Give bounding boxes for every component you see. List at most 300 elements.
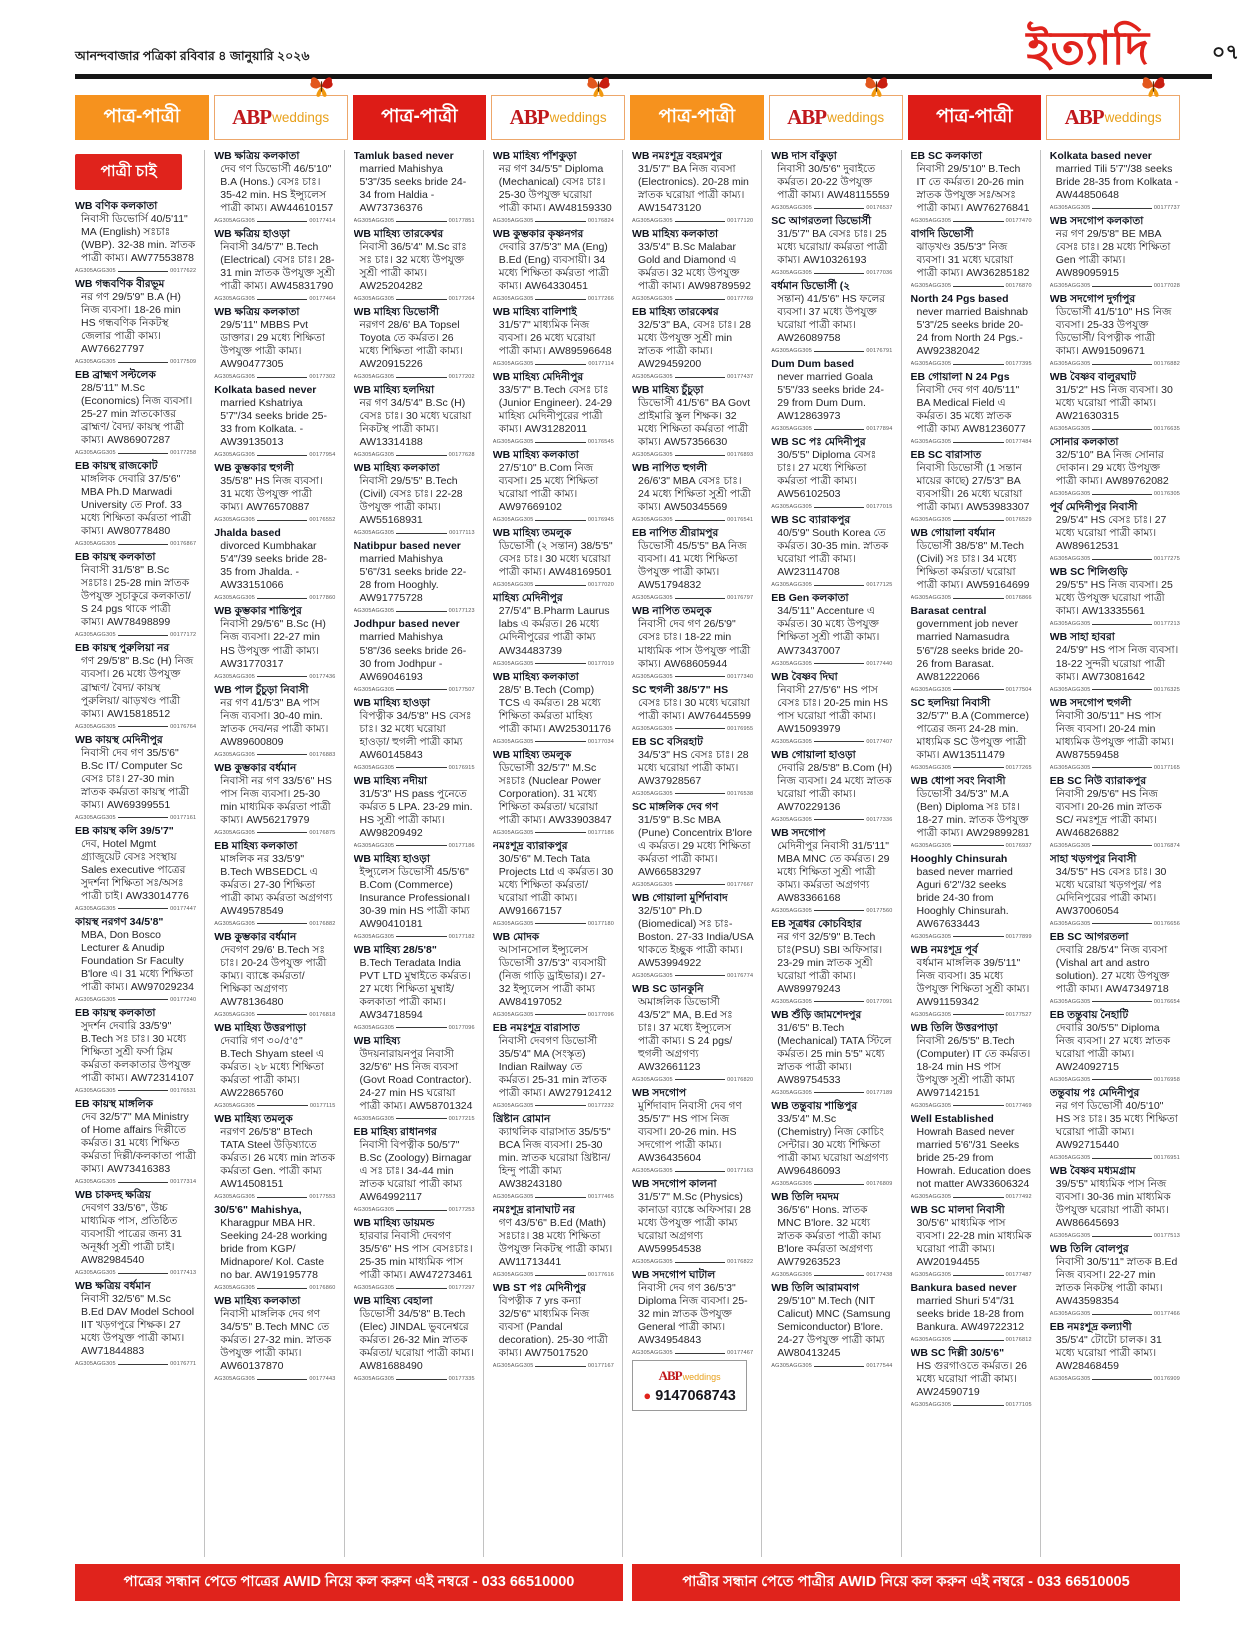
ad-ref-number: 00176531 [170,1087,197,1094]
ad-body: উদয়নারায়নপুর নিবাসী 32/5'6" HS নিজ ব্যবসা (Govt Road Contractor). 24-27 min HS ঘরোয়া পাত্রী কাম্য। AW58701324 [359,1047,473,1112]
ad-heading: SC মাঙ্গলিক দেব গণ [632,800,719,813]
ad-body: দেব, Hotel Mgmt গ্র্যাজুয়েট বেসঃ সংস্থায় Sales executive পাত্রের সুদর্শনা শিক্ষিতা সঃ/অসঃ পাত্রী চাই। AW33014776 [81,837,189,902]
ad-ref-number: 00177465 [587,1194,614,1201]
ad-body: 31/5'7" BA নিজ ব্যবসা (Electronics). 20-28 min স্নাতক ঘরোয়া পাত্রী কাম্য। AW15473120 [638,163,749,215]
ad-agency-code: AG305AGG305 [214,751,255,758]
ad-body: অমাঙ্গলিক ডিভোর্সী 43/5'2" MA, B.Ed সঃ চাঃ। 37 মধ্যে ইন্স্যুলেস পাত্রী কাম্য। S 24 pgs/হুগলী অগ্রগণ্য AW32661123 [638,995,733,1073]
ad-separator [493,1363,614,1369]
ad-separator [493,218,614,224]
ad-agency-code: AG305AGG305 [214,1194,255,1201]
ad-ref-number: 00177447 [170,905,197,912]
separator-line [675,520,725,521]
ad-listing [1050,1243,1180,1317]
separator-line [118,1090,168,1091]
ad-listing [493,1113,614,1200]
separator-line [118,908,168,909]
ad-listing [911,1347,1032,1408]
ad-separator [354,1025,475,1031]
ad-agency-code: AG305AGG305 [1049,556,1091,563]
ad-body: বেসঃ চাঃ। 30 মধ্যে ঘরোয়া পাত্রী কাম্য। AW76445599 [638,696,751,722]
ad-ref-number: 00177036 [866,270,893,277]
ad-ref-number: 00177544 [866,1363,893,1370]
ad-ref-number: 00176893 [727,452,754,459]
ad-agency-code: AG305AGG305 [492,660,534,667]
separator-line [535,221,585,222]
ad-agency-code: AG305AGG305 [1049,1376,1091,1383]
ad-body: 29/5'4" HS বেসঃ চাঃ। 27 মধ্যে ঘরোয়া পাত্রী কাম্য। AW89612531 [1055,514,1167,553]
ad-heading: Jhalda based [214,527,281,540]
ad-body: 29/5'11" MBBS Pvt ডাক্তার। 29 মধ্যে শিক্ষিতা উপযুক্ত পাত্রী কাম্য। AW90477305 [220,319,325,371]
ad-listing [354,1126,475,1213]
ad-heading: WB SC দিল্লী 30/5'6" [910,1347,1005,1360]
ad-heading: WB মোদক [492,930,540,943]
ad-body: 33/5'4" B.Sc Malabar Gold and Diamond এ কর্মরত। 32 মধ্যে উপযুক্ত পাত্রী কাম্য। AW98789592 [638,241,751,293]
ad-listing [354,618,475,692]
separator-line [257,455,307,456]
ad-body: নিবাসী 29/5'6" HS নিজ ব্যবসা। 20-26 min স্নাতক SC/ নমঃশূদ্র পাত্রী কাম্য। AW46826882 [1055,787,1162,839]
ad-ref-number: 00176635 [1153,426,1180,433]
ad-agency-code: AG305AGG305 [492,738,534,745]
ad-heading: WB মাহিষ্য [353,1034,401,1047]
ad-body: 33/5'7" B.Tech বেসঃ চাঃ (Junior Engineer). 24-29 মাহিষ্য মেদিনীপুরের পাত্রী কাম্য। AW31282011 [498,384,612,436]
ad-agency-code: AG305AGG305 [214,374,255,381]
ad-listing [493,840,614,927]
ad-separator [75,1179,196,1185]
ad-agency-code: AG305AGG305 [492,1363,534,1370]
ad-agency-code: AG305AGG305 [632,1350,673,1357]
ad-heading: WB মাহিষ্য বেহালা [353,1295,433,1308]
ad-heading: WB বৈষ্ণব মধ্যমগ্রাম [1049,1165,1136,1177]
ad-body: ক্যাথলিক বারাসাত 35/5'5" BCA নিজ ব্যবসা। 25-30 min. স্নাতক ঘরোয়া খ্রিষ্টান/হিন্দু পাত্রী কাম্য AW38243180 [498,1125,611,1191]
separator-line [257,832,307,833]
ad-ref-number: 00177096 [448,1024,475,1031]
ad-listing [214,228,335,302]
ad-agency-code: AG305AGG305 [492,829,534,836]
ad-agency-code: AG305AGG305 [492,1194,534,1201]
ad-ref-number: 00176764 [170,723,197,730]
separator-line [1092,364,1151,365]
separator-line [814,429,864,430]
ad-body: সন্তান) 41/5'6" HS ফলের ব্যবসা। 37 মধ্যে উপযুক্ত ঘরোয়া পাত্রী কাম্য। AW26089758 [777,293,886,345]
ad-body: 31/5'7" মাধ্যমিক নিজ ব্যবসা। 26 মধ্যে ঘরোয়া পাত্রী কাম্য। AW89596648 [498,319,612,358]
ad-separator [75,815,196,821]
ad-listing [1050,697,1180,771]
separator-line [1092,767,1151,768]
ad-heading: WB সদগোপ কলকাতা [1049,215,1144,228]
ad-agency-code: AG305AGG305 [1049,764,1091,771]
separator-line [1092,559,1151,560]
separator-line [953,286,1003,287]
ad-ref-number: 00177560 [866,907,893,914]
ad-listing [632,983,753,1083]
ad-heading: WB তিলি দমদম [771,1191,839,1204]
ad-listing [493,306,614,367]
ad-heading: Well Established [910,1112,994,1125]
ad-body: গণ 29/5'8" B.Sc (H) নিজ ব্যবসা। 26 মধ্যে উপযুক্ত ব্রাহ্মণ/ বৈদ্য/ কায়স্থ পুরুলিয়া/ ঝাড়খণ্ড পাত্রী কাম্য। AW15818512 [81,655,194,720]
ad-heading: Natibpur based never [353,540,461,553]
ad-body: দেবারি 28/5'8" B.Com (H) নিজ ব্যবসা। 24 মধ্যে স্নাতক ঘরোয়া পাত্রী কাম্য। AW70229136 [777,761,893,813]
ad-heading: WB ক্ষত্রিয় কলকাতা [214,306,300,319]
ad-separator [911,218,1032,224]
separator-line [535,520,585,521]
ad-body: নিবাসী 27/5'6" HS পাস বেসঃ চাঃ। 20-25 min HS পাস ঘরোয়া পাত্রী কাম্য। AW15093979 [777,683,888,735]
ad-agency-code: AG305AGG305 [632,595,673,602]
ad-listing [632,527,753,601]
ad-listing [75,200,196,274]
ad-heading: WB ক্ষত্রিয় কলকাতা [214,150,300,162]
ad-body: বর্ধমান মাঙ্গলিক 39/5'11" নিজ ব্যবসা। 35 মধ্যে উপযুক্ত শিক্ষিতা সুশ্রী কাম্য। AW91159342 [916,956,1030,1008]
ad-ref-number: 00177202 [448,374,475,381]
ad-ref-number: 00177335 [448,1376,475,1383]
separator-line [535,923,585,924]
ad-separator [771,661,892,667]
separator-line [814,1092,864,1093]
separator-line [257,299,307,300]
ad-agency-code: AG305AGG305 [75,1179,116,1186]
ad-ref-number: 00177180 [587,920,614,927]
ad-separator [354,452,475,458]
separator-line [675,598,725,599]
ad-separator [1050,1077,1180,1083]
tab-abp-weddings [1046,95,1180,140]
ad-listing [911,449,1032,523]
ad-listing [1050,150,1180,211]
ad-separator [911,595,1032,601]
separator-line [535,741,585,742]
ad-ref-number: 00177436 [309,673,336,680]
tab-abp-weddings [769,95,903,140]
separator-line [953,1275,1003,1276]
ad-separator [214,1103,335,1109]
ad-heading: EB নাপিত শ্রীরামপুর [632,527,719,540]
ad-ref-number: 00176305 [1153,491,1180,498]
ad-separator [354,608,475,614]
ad-body: 31/5'7" M.Sc (Physics) কানাডা ব্যাঙ্কে অফিসার। 28 মধ্যে উপযুক্ত পাত্রী কাম্য ঘরোয়া অগ্রগণ্য AW59954538 [638,1191,751,1256]
ad-agency-code: AG305AGG305 [771,504,812,511]
ad-agency-code: AG305AGG305 [353,374,395,381]
ad-heading: EB মাহিষ্য রাধানগর [353,1125,437,1138]
ad-listing [214,1113,335,1200]
ad-listing [214,605,335,679]
ad-agency-code: AG305AGG305 [771,907,812,914]
ad-body: নর গণ 29/5'9" B.A (H) নিজ ব্যবসা। 18-26 min HS গন্ধবণিক নিকটস্থ জেলার পাত্রী কাম্য। AW76627797 [81,291,181,356]
separator-line [1092,923,1151,924]
ad-body: বিপত্নীক 7 yrs কন্যা 32/5'6" মাধ্যমিক নিজ ব্যবসা (Pandal decoration). 25-30 পাত্রী কাম্য। AW75017520 [498,1295,608,1360]
ad-agency-code: AG305AGG305 [75,541,116,548]
ad-body: married Kshatriya 5'7"/34 seeks bride 25-33 from Kolkata. - AW39135013 [220,397,327,449]
ad-ref-number: 00177628 [448,452,475,459]
ad-ref-number: 00177020 [587,582,614,589]
ad-separator [354,765,475,771]
ad-heading: WB শুঁড়ি জামশেদপুর [771,1008,862,1021]
ad-listing [632,801,753,888]
ad-listing [493,527,614,588]
separator-line [953,221,1003,222]
ad-separator [1050,1311,1180,1317]
ad-heading: WB মাহিষ্য 28/5'8" [353,943,437,956]
ad-heading: WB ক্ষত্রিয় বর্ধমান [75,1280,151,1293]
ad-separator [771,1363,892,1369]
ad-body: 31/5'2" HS নিজ ব্যবসা। 30 মধ্যে ঘরোয়া পাত্রী কাম্য। AW21630315 [1055,384,1173,423]
ad-agency-code: AG305AGG305 [75,723,116,730]
ad-separator [1050,1233,1180,1239]
butterfly-icon [585,74,612,104]
separator-line [675,1262,725,1263]
ad-listing [911,293,1032,367]
separator-line [1092,1001,1151,1002]
ad-agency-code: AG305AGG305 [214,1102,255,1109]
separator-line [257,1379,307,1380]
abp-weddings-text: weddings [272,110,330,125]
ad-body: ডিভোর্সী 41/5'10" HS নিজ ব্যবসা। 25-33 উপযুক্ত ডিভোর্সী/ বিপত্নীক পাত্রী কাম্য। AW91509671 [1055,306,1172,358]
separator-line [953,1340,1003,1341]
ad-separator [1050,205,1180,211]
ad-heading: EB নমঃশূদ্র কল্যাণী [1049,1321,1132,1334]
ad-agency-code: AG305AGG305 [910,1272,952,1279]
ad-heading: WB কুম্ভকার কৃষ্ণনগর [492,228,584,241]
ad-agency-code: AG305AGG305 [75,268,116,275]
separator-line [814,273,864,274]
ad-heading: WB সদগোপ কালনা [632,1178,717,1191]
ad-listing [75,916,196,1003]
ad-agency-code: AG305AGG305 [771,660,812,667]
ad-ref-number: 00177167 [587,1363,614,1370]
ad-heading: EB কায়স্থ মাঙ্গলিক [75,1097,153,1110]
ad-ref-number: 00177443 [309,1376,336,1383]
separator-line [118,453,168,454]
separator-line [953,364,1003,365]
separator-line [396,689,446,690]
ad-body: হারবার নিবাসী দেবগণ 35/5'6" HS পাস বেসঃচাঃ। 25-35 min মাধ্যমিক পাস পাত্রী কাম্য। AW47273461 [359,1230,473,1282]
ad-separator [214,1012,335,1018]
ad-heading: WB তিলি আরামবাগ [771,1282,859,1295]
ad-body: নিবাসী বিপত্নীক 50/5'7" B.Sc (Zoology) Birnagar এ সঃ চাঃ। 34-44 min স্নাতক ঘরোয়া পাত্রী কাম্য AW64992117 [359,1139,472,1204]
separator-line [675,884,725,885]
ad-separator [632,882,753,888]
ad-agency-code: AG305AGG305 [492,218,534,225]
ad-ref-number: 00177232 [587,1102,614,1109]
ad-body: ডিভোর্সী 34/5'8" B.Tech (Elec) JINDAL ভুবনেশ্বরে কর্মরত। 26-32 Min স্নাতক কর্মরতা/ ঘরোয়া পাত্রী কাম্য। AW81688490 [359,1308,474,1373]
ad-heading: WB মাহিষ্য হাওড়া [353,852,430,865]
ad-separator [1050,361,1180,367]
butterfly-icon [863,74,890,104]
ad-agency-code: AG305AGG305 [492,582,534,589]
ad-listing [75,369,196,456]
ad-agency-code: AG305AGG305 [75,1087,116,1094]
ad-agency-code: AG305AGG305 [632,1168,673,1175]
ad-body: আসানসোল ইন্স্যুলেস ডিভোর্সী 37/5'3" ব্যবসায়ী (নিজ গাড়ি ড্রাইভার)। 27-32 ইন্স্যুলেস পাত্রী কাম্য AW84197052 [498,943,607,1008]
ad-listing [354,540,475,614]
ad-separator [632,1077,753,1083]
ad-body: married Mahishya 5'6"/31 seeks bride 22-28 from Hooghly. AW91775728 [359,553,467,605]
ad-ref-number: 00176822 [727,1259,754,1266]
ad-heading: WB তিলি উত্তরপাড়া [910,1021,998,1034]
ad-separator [771,817,892,823]
ad-agency-code: AG305AGG305 [910,686,952,693]
ad-separator [1050,426,1180,432]
ad-heading: EB সূত্রধর কোচবিহার [771,917,862,930]
ad-listing [911,944,1032,1018]
ad-heading: WB মাহিষ্য তারকেশ্বর [353,228,444,241]
ad-agency-code: AG305AGG305 [75,450,116,457]
ad-body: 33/5'4" M.Sc (Chemistry) নিজ কোচিং সেন্টার। 30 মধ্যে শিক্ষিতা পাত্রী কাম্য ঘরোয়া অগ্রগণ্য AW96486093 [777,1112,889,1178]
separator-line [675,455,725,456]
ad-body: মেদিনীপুর নিবাসী 31/5'11" MBA MNC তে কর্মরত। 29 মধ্যে শিক্ষিতা সুশ্রী পাত্রী কাম্য। কর্মরতা অগ্রগণ্য AW83366168 [777,839,890,904]
ad-agency-code: AG305AGG305 [492,296,534,303]
ad-heading: WB মাহিষ্য চুঁচুড়া [632,384,704,397]
separator-line [257,923,307,924]
ad-body: নিবাসী 31/5'8" B.Sc সঃচাঃ। 25-28 min স্নাতক উপযুক্ত সুচাকুরে কলকাতা/ S 24 pgs থাকে পাত্রী কাম্য। AW78498899 [81,564,191,629]
ad-listing [632,306,753,380]
ad-listing [214,1204,335,1291]
ad-heading: Kolkata based never [214,384,317,397]
ad-ref-number: 00176654 [1153,998,1180,1005]
ad-ref-number: 00176955 [727,725,754,732]
ad-listing [1050,215,1180,289]
separator-line [953,598,1003,599]
ad-agency-code: AG305AGG305 [353,1285,395,1292]
ad-heading: নমঃশূদ্র রানাঘাট নর [492,1204,575,1217]
ad-agency-code: AG305AGG305 [632,218,673,225]
ad-body: নিবাসী দেবগণ ডিভোর্সী 35/5'4" MA (সংস্কৃত) Indian Railway তে কর্মরত। 25-31 min স্নাতক পাত্রী কাম্য। AW27912412 [498,1034,612,1099]
ad-heading: EB SC নিউ ব্যারাকপুর [1049,774,1147,787]
abp-logo-text: ABP [1064,105,1104,129]
ad-body: নিবাসী ডিভোর্সী (1 সন্তান মায়ের কাছে) 27/5'3" BA ব্যবসায়ী। 26 মধ্যে ঘরোয়া পাত্রী কাম্য। AW53983307 [916,462,1030,514]
ad-listing [771,1009,892,1096]
ad-listing [354,150,475,224]
ad-listing [354,697,475,771]
separator-line [396,533,447,534]
separator-line [257,221,307,222]
ad-listing [75,642,196,729]
ad-heading: North 24 Pgs based [910,293,1009,306]
ad-ref-number: 00176537 [866,205,893,212]
ad-ref-number: 00176541 [727,517,754,524]
ad-body: নিবাসী মাঙ্গলিক দেব গণ 34/5'5" B.Tech MNC তে কর্মরত। 27-32 min. স্নাতক উপযুক্ত পাত্রী কাম্য। AW60137870 [220,1308,332,1373]
ad-listing [1050,371,1180,432]
ad-agency-code: AG305AGG305 [75,632,116,639]
tab-patra-patri: পাত্র-পাত্রী [908,95,1042,140]
ad-body: নর গণ 29/5'8" BE MBA বেসঃ চাঃ। 28 মধ্যে শিক্ষিতা Gen পাত্রী কাম্য। AW89095915 [1055,228,1171,280]
separator-line [257,1288,307,1289]
separator-line [675,728,725,729]
ad-agency-code: AG305AGG305 [75,814,116,821]
separator-line [953,1014,1003,1015]
ad-body: দেবারি গণ ৩০/৫'৫" B.Tech Shyam steel এ কর্মরত। ২৮ মধ্যে শিক্ষিতা কর্মরতা পাত্রী কাম্য। AW22865760 [220,1034,324,1099]
ad-listing [771,1191,892,1278]
ad-separator [911,1103,1032,1109]
ad-ref-number: 00176774 [727,972,754,979]
ad-body: 31/5'3" HS pass পুনেতে কর্মরত 5 LPA. 23-29 min. HS সুশ্রী পাত্রী কাম্য। AW98209492 [359,787,473,839]
ad-body: নরগণ 26/5'8" BTech TATA Steel উড়িষ্যাতে কর্মরত। 26 মধ্যে min স্নাতক কর্মরতা Gen. পাত্রী কাম্য AW14508151 [220,1125,335,1191]
ad-agency-code: AG305AGG305 [910,283,952,290]
ad-separator [214,674,335,680]
ad-heading: WB সদগোপ দুর্গাপুর [1049,293,1136,306]
ad-separator [911,687,1032,693]
ad-heading: EB কায়স্থ কলকাতা [75,551,156,564]
ad-heading: WB তন্তুবায় শান্তিপুর [771,1099,858,1112]
ad-agency-code: AG305AGG305 [910,764,952,771]
ad-body: 35/5'4" টোটো চালক। 31 মধ্যে ঘরোয়া পাত্রী কাম্য। AW28468459 [1055,1334,1162,1373]
ad-body: 34/5'5" HS বেসঃ চাঃ। 30 মধ্যে ঘরোয়া খড়গপুর/ পঃ মেদিনিপুরের পাত্রী কাম্য। AW37006054 [1055,865,1167,917]
ad-heading: EB SC বারাসাত [910,449,982,462]
ad-separator [1050,556,1180,562]
ad-heading: WB ক্ষত্রিয় হাওড়া [214,228,290,241]
separator-line [118,1364,168,1365]
ad-ref-number: 00177484 [1005,439,1032,446]
ad-agency-code: AG305AGG305 [910,361,952,368]
helpline-footer [75,1564,1180,1601]
ad-body: 36/5'6" Hons. স্নাতক MNC B'lore. 32 মধ্যে স্নাতক কর্মরতা পাত্রী কাম্য B'lore কর্মরতা অগ্রগণ্য AW79263523 [777,1204,881,1269]
ad-separator [1050,999,1180,1005]
ad-listing [214,840,335,927]
ad-agency-code: AG305AGG305 [910,439,952,446]
ad-separator [493,661,614,667]
separator-line [814,663,864,664]
ad-body: married Mahishya 5'3"/35 seeks bride 24-34 from Haldia - AW73736376 [359,163,467,215]
ad-agency-code: AG305AGG305 [214,920,255,927]
ad-heading: WB SC ব্যারাকপুর [771,514,851,527]
ad-agency-code: AG305AGG305 [1049,1155,1091,1161]
ad-heading: WB বৈষ্ণব দিঘা [771,670,838,683]
ad-ref-number: 00177091 [866,998,893,1005]
ad-body: নিবাসী দেব গণ 40/5'11" BA Medical Field এ কর্মরত। 35 মধ্যে স্নাতক পাত্রী কাম্য AW81236077 [916,384,1026,436]
separator-line [953,520,1003,521]
ad-separator [1050,1376,1180,1382]
ad-separator [493,582,614,588]
ad-body: নিবাসী 30/5'11" HS পাস নিজ ব্যবসা। 20-24 min মাধ্যমিক উপযুক্ত পাত্রী কাম্য। AW87559458 [1055,709,1174,761]
ad-listing [911,775,1032,849]
ad-agency-code: AG305AGG305 [353,1376,395,1383]
ad-separator [911,843,1032,849]
ad-ref-number: 00177737 [1153,205,1180,212]
separator-line [1092,286,1151,287]
ad-ref-number: 00176882 [309,920,336,927]
ad-agency-code: AG305AGG305 [353,933,395,940]
ad-heading: WB মাহিষ্য বালিশাই [492,306,577,319]
separator-line [118,544,168,545]
ad-body: দেবগণ 29/6' B.Tech সঃ চাঃ। 20-24 উপযুক্ত পাত্রী কাম্য। ব্যাঙ্কে কর্মরতা/ শিক্ষিকা অগ্রগণ্য AW78136480 [220,943,327,1008]
ad-heading: WB SC শিলিগুড়ি [1049,566,1128,579]
ad-body: 34/5'3" HS বেসঃ চাঃ। 28 মধ্যে ঘরোয়া পাত্রী কাম্য। AW37928567 [638,748,749,787]
separator-line [675,377,725,378]
ad-heading: WB পাল চুঁচুড়া নিবাসী [214,683,309,696]
ad-body: 35/5'8" HS নিজ ব্যবসা। 31 মধ্যে উপযুক্ত পাত্রী কাম্য। AW76570887 [220,475,323,514]
ad-agency-code: AG305AGG305 [632,881,673,888]
ad-ref-number: 00177275 [1153,556,1180,563]
ad-ref-number: 00177096 [587,1011,614,1018]
ad-heading: WB মাহিষ্য উত্তরপাড়া [214,1021,306,1034]
ad-listing [632,384,753,458]
ad-ref-number: 00176870 [1005,283,1032,290]
separator-line [257,676,307,677]
ad-listing [911,371,1032,445]
ad-body: married Tili 5'7"/38 seeks Bride 28-35 from Kolkata - AW44850648 [1055,163,1179,202]
ad-body: দেবারি 30/5'5" Diploma নিজ ব্যবসা। 27 মধ্যে স্নাতক ঘরোয়া পাত্রী কাম্য। AW24092715 [1055,1021,1171,1073]
ad-agency-code: AG305AGG305 [910,595,952,602]
ad-agency-code: AG305AGG305 [353,1207,395,1214]
ad-listing [911,1282,1032,1343]
ad-ref-number: 00177028 [1153,283,1180,290]
ad-agency-code: AG305AGG305 [214,1376,255,1383]
ad-ref-number: 00177240 [170,996,197,1003]
ad-listing [354,1035,475,1122]
separator-line [814,351,864,352]
ad-body: 29/5'10" M.Tech (NIT Calicut) MNC (Samsung Semiconductor) B'lore. 24-27 উপযুক্ত পাত্রী কাম্য AW80413245 [777,1295,891,1360]
ad-heading: WB মাহিষ্য তমলুক [492,748,572,761]
ad-agency-code: AG305AGG305 [1049,205,1091,212]
ad-ref-number: 00177395 [1005,361,1032,368]
